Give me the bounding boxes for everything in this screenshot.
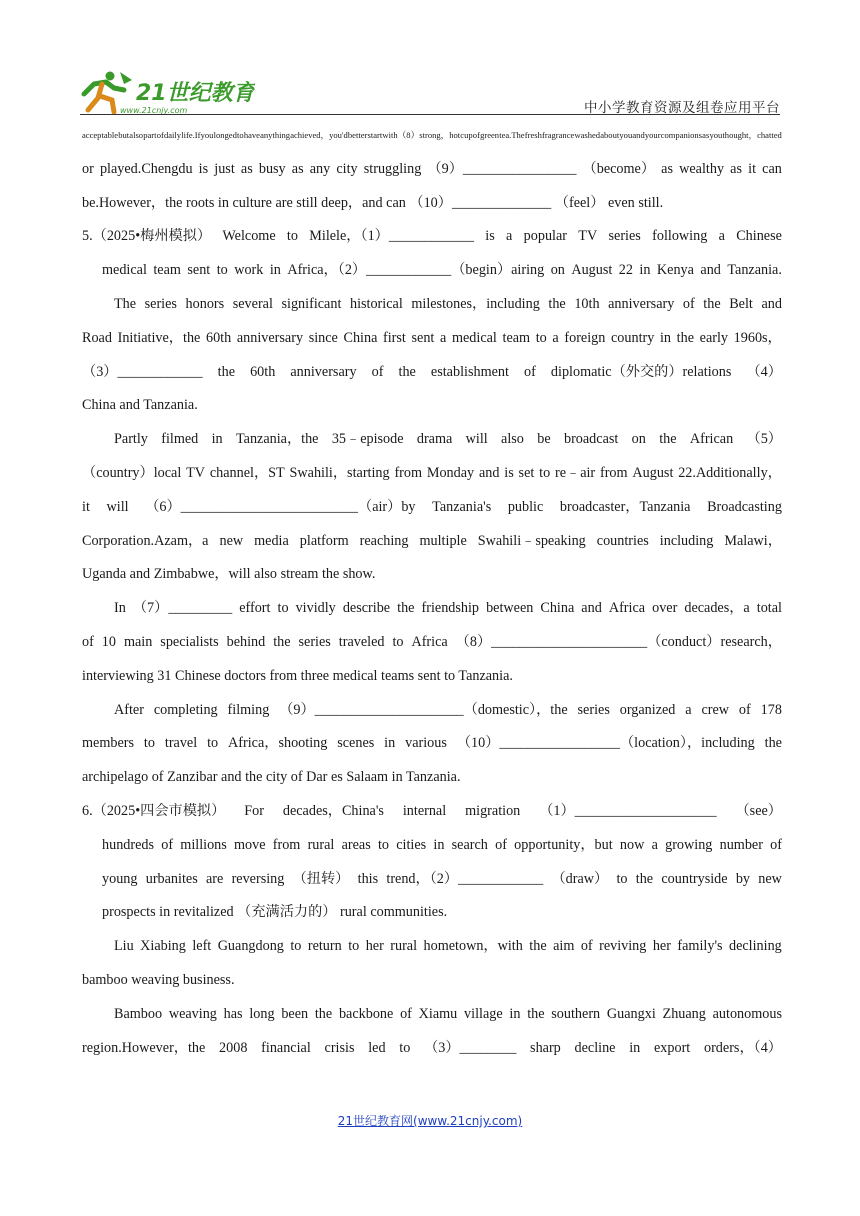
text-line: interviewing 31 Chinese doctors from three medical teams sent to Tanzania. (82, 667, 513, 684)
text-line: The series honors several significant historical milestones，including the 10th anniversary of the Belt and (114, 295, 782, 312)
text-line: After completing filming （9）_____________________（domestic），the series organized a crew of 178 (114, 701, 782, 718)
text-line: （country）local TV channel，ST Swahili，starting from Monday and is set to re﹣air from August 22.Additionally， (82, 464, 782, 481)
text-line: it will （6）_________________________（air）by Tanzania's public broadcaster，Tanzania Broadcasting (82, 498, 782, 515)
text-line: （3）____________ the 60th anniversary of the establishment of diplomatic（外交的）relations （4） (82, 363, 782, 380)
text-line: young urbanites are reversing （扭转） this trend，（2）____________ （draw） to the countryside by new (102, 870, 782, 887)
text-line: Liu Xiabing left Guangdong to return to her rural hometown，with the aim of reviving her family's declining (114, 938, 782, 955)
text-line: bamboo weaving business. (82, 971, 235, 988)
logo-url: www.21cnjy.com (120, 106, 188, 115)
page-header (80, 70, 780, 116)
text-line: Road Initiative，the 60th anniversary since China first sent a medical team to a foreign country in the early 1960s， (82, 329, 782, 346)
text-line: or played.Chengdu is just as busy as any city struggling （9）________________ （become） as wealthy as it can (82, 160, 782, 177)
text-line: members to travel to Africa，shooting scenes in various （10）_________________（location），including the (82, 735, 782, 752)
text-line: China and Tanzania. (82, 397, 198, 414)
text-line: acceptable but also part of daily life.If you longed to have anything achieved，you'd better start with （8） strong，hot cup of green tea.The fresh fragrance washed about you and your companions as you thought，chatted (82, 130, 782, 140)
text-line: hundreds of millions move from rural areas to cities in search of opportunity，but now a growing number of (102, 836, 782, 853)
page-footer (0, 1112, 860, 1129)
text-line: region.However，the 2008 financial crisis led to （3）________ sharp decline in export orders，（4） (82, 1039, 782, 1056)
document-body (82, 119, 782, 1065)
text-line: archipelago of Zanzibar and the city of Dar es Salaam in Tanzania. (82, 769, 461, 786)
text-line: Uganda and Zimbabwe，will also stream the show. (82, 566, 376, 583)
text-line: Bamboo weaving has long been the backbone of Xiamu village in the southern Guangxi Zhuang autonomous (114, 1005, 782, 1022)
text-line: Corporation.Azam，a new media platform reaching multiple Swahili﹣speaking countries including Malawi， (82, 532, 782, 549)
platform-name: 中小学教育资源及组卷应用平台 (584, 100, 780, 116)
text-line: In （7）_________ effort to vividly describe the friendship between China and Africa over decades，a total (114, 600, 782, 617)
header-divider (80, 114, 780, 115)
footer-link[interactable]: 21世纪教育网(www.21cnjy.com) (337, 1114, 523, 1128)
text-line: of 10 main specialists behind the series traveled to Africa （8）______________________（conduct）research， (82, 633, 782, 650)
question-5-heading: 5.（2025•梅州模拟） Welcome to Milele，（1）____________ is a popular TV series following a Chinese (82, 228, 782, 245)
logo (80, 70, 255, 116)
text-line: Partly filmed in Tanzania，the 35﹣episode drama will also be broadcast on the African （5） (114, 431, 782, 448)
question-6-heading: 6.（2025•四会市模拟） For decades，China's internal migration （1）____________________ （see） (82, 802, 782, 819)
text-line: be.However，the roots in culture are still deep，and can （10）______________ （feel） even still. (82, 194, 664, 211)
logo-text: 21世纪教育 (136, 81, 255, 106)
text-line: medical team sent to work in Africa，（2）____________（begin）airing on August 22 in Kenya and Tanzania. (102, 262, 782, 279)
text-line: prospects in revitalized （充满活力的） rural communities. (102, 904, 448, 921)
